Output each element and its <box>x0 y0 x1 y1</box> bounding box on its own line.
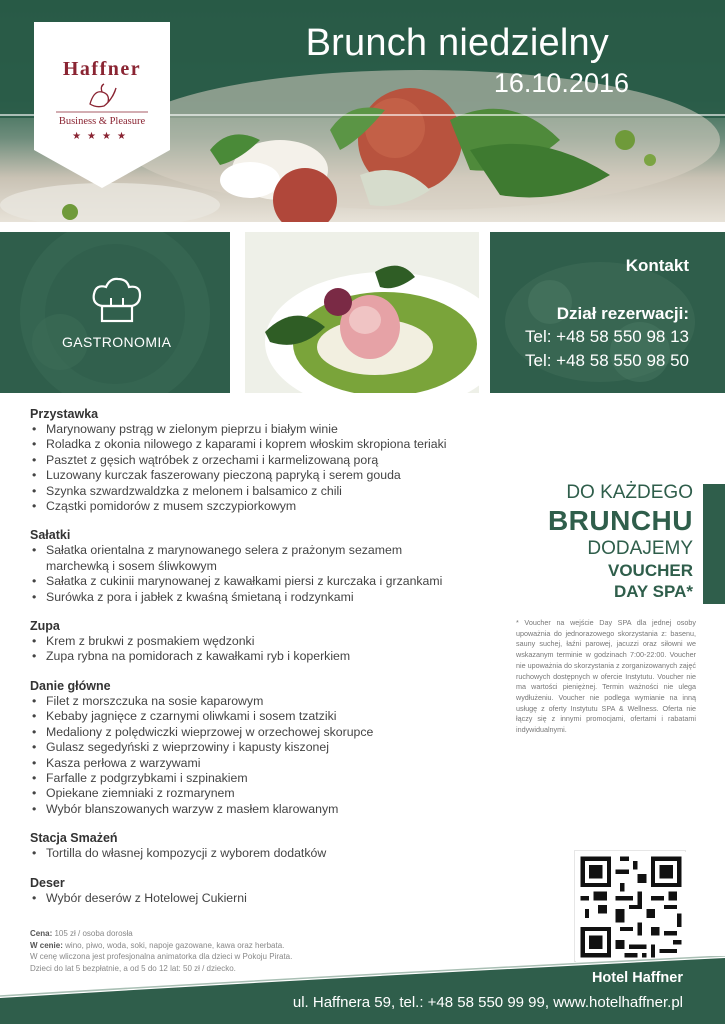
menu-section-starters <box>30 406 490 514</box>
menu-item: • Wybór deserów z Hotelowej Cukierni <box>30 891 490 906</box>
section-heading: Danie główne <box>30 678 111 693</box>
menu-item: • Krem z brukwi z posmakiem wędzonki <box>30 634 490 649</box>
menu-item: • Luzowany kurczak faszerowany pieczoną papryką i serem gouda <box>30 468 490 483</box>
section-heading: Sałatki <box>30 528 71 543</box>
menu-item: • Marynowany pstrąg w zielonym pieprzu i białym winie <box>30 422 490 437</box>
section-heading: Stacja Smażeń <box>30 831 118 846</box>
phone-number-2[interactable]: Tel: +48 58 550 98 50 <box>525 351 689 370</box>
section-heading: Przystawka <box>30 407 99 421</box>
footer-wave <box>0 956 725 1024</box>
dish-photo <box>245 232 479 393</box>
contact-tile <box>490 232 725 393</box>
menu-item: • Szynka szwardzwaldzka z melonem i balsamico z chili <box>30 484 490 499</box>
qr-code[interactable] <box>574 850 686 962</box>
promo-line-1: DO KAŻDEGO <box>566 482 693 503</box>
voucher-disclaimer: * Voucher na wejście Day SPA dla jednej osoby upoważnia do jednorazowego skorzystania z: basenu, sauny suchej, łaźni parowej, jacuzzi oraz siłowni we wskazanym terminie w godzinach 7:00-22:00. Voucher nie upoważnia do skorzystania z zorganizowanych zajęć ruchowych dostępnych w ofercie Instytutu. Voucher nie ma wartości pieniężnej. Termin ważności nie ulega wydłużeniu. Voucher nie podlega wymianie na inną usługę z oferty Instytutu SPA & Wellness. Oferta nie łączy się z innymi promocjami, ofertami i rabatami indywidualnymi. <box>516 618 696 735</box>
menu-item: • Opiekane ziemniaki z rozmarynem <box>30 786 490 801</box>
footer <box>0 956 725 1024</box>
page-title: Brunch niedzielny <box>305 22 609 64</box>
menu-item: • Surówka z pora i jabłek z kwaśną śmietaną i rodzynkami <box>30 590 490 605</box>
menu-item: • Tortilla do własnej kompozycji z wyborem dodatków <box>30 846 490 861</box>
menu-item: • Filet z morszczuka na sosie kaparowym <box>30 694 490 709</box>
gastronomy-tile <box>0 232 230 393</box>
section-heading: Zupa <box>30 619 60 634</box>
price-label: Cena: <box>30 929 53 938</box>
menu-item: • Medaliony z polędwiczki wieprzowej w orzechowej skorupce <box>30 725 490 740</box>
voucher-promo <box>548 482 693 602</box>
menu-item: • Cząstki pomidorów z musem szczypiorkowym <box>30 499 490 514</box>
section-heading: Deser <box>30 875 65 890</box>
reservations-label: Dział rezerwacji: <box>556 304 689 323</box>
chef-hat-icon <box>90 276 144 326</box>
menu-item: • Sałatka z cukinii marynowanej z kawałkami piersi z kurczaka i grzankami <box>30 574 490 589</box>
logo-subtitle: Business & Pleasure <box>58 116 146 127</box>
menu-item: • Kasza perłowa z warzywami <box>30 756 490 771</box>
menu-list <box>30 406 490 919</box>
included-label: W cenie: <box>30 940 63 950</box>
logo-name: Haffner <box>62 58 142 80</box>
menu-item: • Farfalle z podgrzybkami i szpinakiem <box>30 771 490 786</box>
price-value: 105 zł / osoba dorosła <box>54 929 133 938</box>
hotel-logo <box>34 22 170 188</box>
menu-item: • Roladka z okonia nilowego z kaparami i koprem włoskim skropiona teriaki <box>30 437 490 452</box>
menu-section-soup <box>30 618 490 665</box>
menu-item: • Wybór blanszowanych warzyw z masłem klarowanym <box>30 802 490 817</box>
menu-section-dessert <box>30 875 490 906</box>
menu-section-fry-station <box>30 830 490 861</box>
promo-line-3: DODAJEMY <box>587 538 693 559</box>
menu-section-mains <box>30 678 490 817</box>
promo-line-4: VOUCHER <box>607 561 693 580</box>
footer-hotel-name: Hotel Haffner <box>591 970 683 986</box>
swan-icon <box>84 82 120 110</box>
menu-item: • Pasztet z gęsich wątróbek z orzechami i karmelizowaną porą <box>30 453 490 468</box>
promo-line-5: DAY SPA* <box>613 582 693 601</box>
footer-address[interactable]: ul. Haffnera 59, tel.: +48 58 550 99 99, www.hotelhaffner.pl <box>292 994 683 1011</box>
menu-item: • Zupa rybna na pomidorach z kawałkami ryb i koperkiem <box>30 649 490 664</box>
menu-section-salads <box>30 527 490 605</box>
promo-line-2: BRUNCHU <box>547 505 693 536</box>
menu-item: • Kebaby jagnięce z czarnymi oliwkami i sosem tzatziki <box>30 709 490 724</box>
promo-accent-bar <box>703 484 725 604</box>
contact-title: Kontakt <box>625 256 689 275</box>
gastronomy-label: GASTRONOMIA <box>62 334 172 350</box>
menu-item: • Gulasz segedyński z wieprzowiny i kapusty kiszonej <box>30 740 490 755</box>
kids-animator-note: W cenę wliczona jest profesjonalna animatorka dla dzieci w Pokoju Pirata. <box>30 952 293 961</box>
logo-stars: ★★★★ <box>72 131 132 142</box>
event-date: 16.10.2016 <box>493 68 629 98</box>
included-value: wino, piwo, woda, soki, napoje gazowane, kawa oraz herbata. <box>65 940 285 950</box>
menu-item: • Sałatka orientalna z marynowanego selera z prażonym sezamem marchewką i sosem śliwkowym <box>30 543 490 574</box>
kids-price-note: Dzieci do lat 5 bezpłatnie, a od 5 do 12 lat: 50 zł / dziecko. <box>30 963 236 973</box>
phone-number-1[interactable]: Tel: +48 58 550 98 13 <box>525 327 689 346</box>
